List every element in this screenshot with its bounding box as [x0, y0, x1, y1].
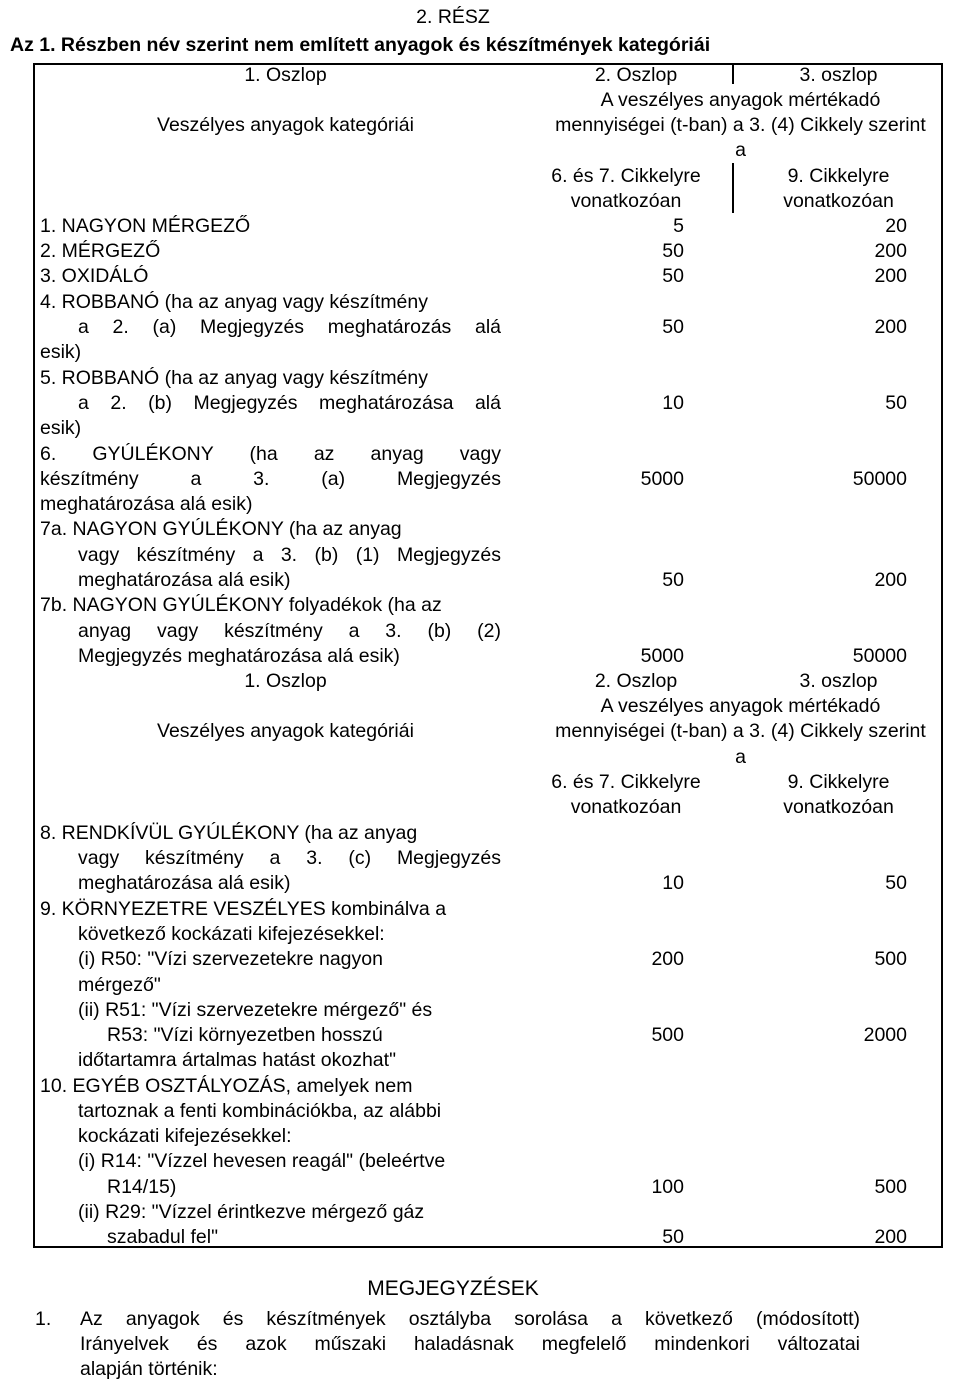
part-heading: 2. RÉSZ: [416, 6, 490, 28]
sub-col2-line1: 6. és 7. Cikkelyre: [551, 771, 701, 793]
col2-header: 2. Oszlop: [594, 64, 678, 86]
sub-col3-line1: 9. Cikkelyre: [787, 771, 890, 793]
sub-col3-line1: 9. Cikkelyre: [787, 165, 890, 187]
row-label: meghatározása alá esik): [78, 872, 291, 894]
row-value-col3: 50: [885, 872, 907, 894]
row-value-col3: 500: [874, 948, 907, 970]
row-label: a 2. (a) Megjegyzés meghatározás alá: [78, 316, 501, 338]
row-label: Megjegyzés meghatározása alá esik): [78, 645, 400, 667]
col3-header: 3. oszlop: [799, 64, 878, 86]
categories-label: Veszélyes anyagok kategóriái: [157, 114, 414, 136]
row-value-col2: 10: [662, 392, 684, 414]
row-value-col3: 200: [874, 240, 907, 262]
row-label: (i) R14: "Vízzel hevesen reagál" (beleértve: [78, 1150, 446, 1172]
row-value-col2: 50: [662, 265, 684, 287]
sub-col2-line2: vonatkozóan: [570, 190, 682, 212]
row-value-col3: 500: [874, 1176, 907, 1198]
row-value-col2: 5000: [640, 468, 684, 490]
row-label: készítmény a 3. (a) Megjegyzés: [40, 468, 501, 490]
header-divider-top: [732, 64, 734, 84]
row-value-col2: 5000: [640, 645, 684, 667]
note-number: 1.: [35, 1308, 52, 1330]
row-label: anyag vagy készítmény a 3. (b) (2): [78, 620, 501, 642]
note-line: Az anyagok és készítmények osztályba sorolása a következő (módosított): [80, 1308, 860, 1330]
row-label: vagy készítmény a 3. (b) (1) Megjegyzés: [78, 544, 501, 566]
quantity-label-line3: a: [735, 746, 746, 768]
quantity-label-line1: A veszélyes anyagok mértékadó: [600, 89, 881, 111]
row-label: 3. OXIDÁLÓ: [40, 265, 149, 287]
row-label: 7a. NAGYON GYÚLÉKONY (ha az anyag: [40, 518, 402, 540]
row-label: meghatározása alá esik): [78, 569, 291, 591]
row-label: 9. KÖRNYEZETRE VESZÉLYES kombinálva a: [40, 898, 447, 920]
row-label: 1. NAGYON MÉRGEZŐ: [40, 215, 251, 237]
row-value-col2: 200: [651, 948, 684, 970]
col1-header: 1. Oszlop: [244, 64, 327, 86]
row-value-col3: 20: [885, 215, 907, 237]
quantity-label-line1: A veszélyes anyagok mértékadó: [600, 695, 881, 717]
row-label: 5. ROBBANÓ (ha az anyag vagy készítmény: [40, 367, 429, 389]
row-label: R53: "Vízi környezetben hosszú: [107, 1024, 383, 1046]
row-value-col3: 2000: [863, 1024, 907, 1046]
note-line: Irányelvek és azok műszaki haladásnak megfelelő mindenkori változatai: [80, 1333, 860, 1355]
row-value-col3: 200: [874, 1226, 907, 1248]
row-value-col2: 50: [662, 569, 684, 591]
note-line: alapján történik:: [80, 1358, 218, 1380]
quantity-label-line2: mennyiségei (t-ban) a 3. (4) Cikkely szerint: [555, 114, 926, 136]
col3-header: 3. oszlop: [799, 670, 878, 692]
row-value-col3: 50000: [852, 645, 907, 667]
row-value-col2: 10: [662, 872, 684, 894]
sub-col2-line2: vonatkozóan: [570, 796, 682, 818]
row-label: (i) R50: "Vízi szervezetekre nagyon: [78, 948, 383, 970]
row-label: esik): [40, 341, 82, 363]
sub-col3-line2: vonatkozóan: [783, 190, 894, 212]
row-label: (ii) R29: "Vízzel érintkezve mérgező gáz: [78, 1201, 425, 1223]
col1-header: 1. Oszlop: [244, 670, 327, 692]
header-divider-sub: [732, 163, 734, 213]
row-value-col3: 200: [874, 569, 907, 591]
row-label: 8. RENDKÍVÜL GYÚLÉKONY (ha az anyag: [40, 822, 418, 844]
row-label: 10. EGYÉB OSZTÁLYOZÁS, amelyek nem: [40, 1075, 413, 1097]
row-label: 4. ROBBANÓ (ha az anyag vagy készítmény: [40, 291, 429, 313]
row-value-col2: 500: [651, 1024, 684, 1046]
categories-label: Veszélyes anyagok kategóriái: [157, 720, 414, 742]
row-value-col2: 50: [662, 240, 684, 262]
row-label: (ii) R51: "Vízi szervezetekre mérgező" és: [78, 999, 433, 1021]
quantity-label-line3: a: [735, 139, 746, 161]
row-label: R14/15): [107, 1176, 177, 1198]
row-value-col2: 50: [662, 1226, 684, 1248]
row-label: 2. MÉRGEZŐ: [40, 240, 161, 262]
row-label: tartoznak a fenti kombinációkba, az alábbi: [78, 1100, 442, 1122]
row-value-col2: 100: [651, 1176, 684, 1198]
row-label: időtartamra ártalmas hatást okozhat": [78, 1049, 396, 1071]
row-value-col3: 50000: [852, 468, 907, 490]
row-value-col3: 50: [885, 392, 907, 414]
row-label: 6. GYÚLÉKONY (ha az anyag vagy: [40, 443, 501, 465]
row-label: esik): [40, 417, 82, 439]
quantity-label-line2: mennyiségei (t-ban) a 3. (4) Cikkely szerint: [555, 720, 926, 742]
row-value-col2: 50: [662, 316, 684, 338]
row-label: következő kockázati kifejezésekkel:: [78, 923, 385, 945]
col2-header: 2. Oszlop: [594, 670, 678, 692]
row-label: meghatározása alá esik): [40, 493, 253, 515]
notes-title: MEGJEGYZÉSEK: [367, 1277, 539, 1300]
row-label: kockázati kifejezésekkel:: [78, 1125, 292, 1147]
row-label: szabadul fel": [107, 1226, 218, 1248]
row-value-col2: 5: [673, 215, 684, 237]
row-value-col3: 200: [874, 316, 907, 338]
row-label: a 2. (b) Megjegyzés meghatározása alá: [78, 392, 501, 414]
row-label: vagy készítmény a 3. (c) Megjegyzés: [78, 847, 501, 869]
sub-col3-line2: vonatkozóan: [783, 796, 894, 818]
page-title: Az 1. Részben név szerint nem említett anyagok és készítmények kategóriái: [10, 34, 711, 56]
row-label: 7b. NAGYON GYÚLÉKONY folyadékok (ha az: [40, 594, 442, 616]
row-value-col3: 200: [874, 265, 907, 287]
row-label: mérgező": [78, 974, 161, 996]
sub-col2-line1: 6. és 7. Cikkelyre: [551, 165, 701, 187]
